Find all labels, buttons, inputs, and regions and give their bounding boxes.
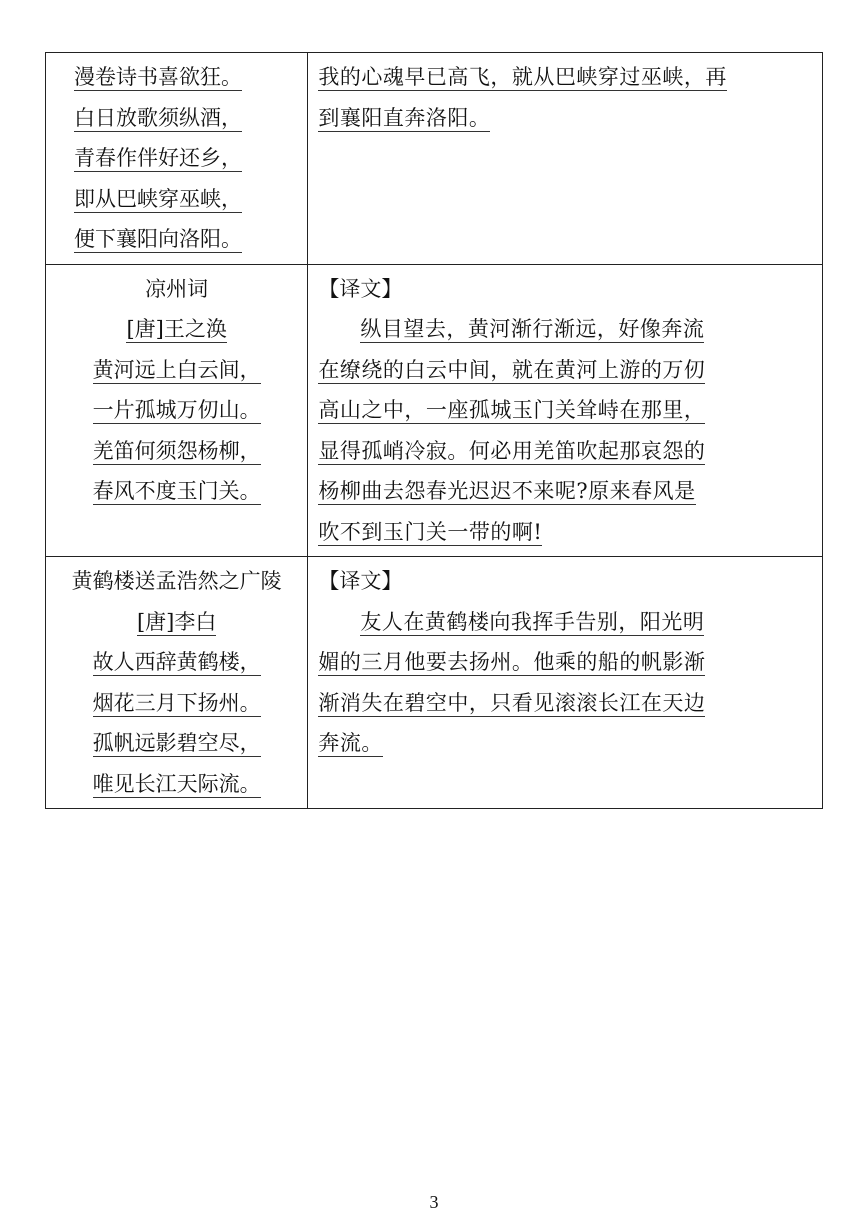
poem-line: 羌笛何须怨杨柳， bbox=[92, 438, 261, 463]
translation-label: 【译文】 bbox=[318, 276, 403, 301]
translation-cell bbox=[308, 53, 823, 265]
table-row bbox=[46, 53, 823, 265]
translation-line: 纵目望去，黄河渐行渐远，好像奔流 bbox=[360, 317, 705, 341]
poem-cell bbox=[46, 557, 308, 809]
poem-line: 即从巴峡穿巫峡， bbox=[74, 186, 242, 211]
poem-author: [唐]李白 bbox=[136, 609, 217, 634]
poem-line: 一片孤城万仞山。 bbox=[92, 398, 261, 422]
poem-line: 烟花三月下扬州。 bbox=[92, 690, 261, 715]
translation-line: 在缭绕的白云中间，就在黄河上游的万仞 bbox=[318, 357, 706, 382]
translation-line: 奔流。 bbox=[318, 731, 383, 755]
poem-line: 漫卷诗书喜欲狂。 bbox=[74, 65, 242, 89]
translation-line: 友人在黄鹤楼向我挥手告别，阳光明 bbox=[360, 609, 705, 634]
translation-cell bbox=[308, 264, 823, 557]
poem-line: 青春作伴好还乡， bbox=[74, 146, 242, 170]
translation-line: 杨柳曲去怨春光迟迟不来呢?原来春风是 bbox=[318, 479, 696, 503]
translation-line: 显得孤峭冷寂。何必用羌笛吹起那哀怨的 bbox=[318, 438, 706, 463]
translation-line: 吹不到玉门关一带的啊! bbox=[318, 519, 543, 544]
translation-line: 到襄阳直奔洛阳。 bbox=[318, 105, 491, 130]
poem-line: 便下襄阳向洛阳。 bbox=[74, 227, 242, 251]
poem-line: 故人西辞黄鹤楼， bbox=[92, 650, 261, 674]
poem-line: 黄河远上白云间， bbox=[92, 357, 261, 382]
poem-translation-table bbox=[45, 52, 823, 809]
poem-line: 白日放歌须纵酒， bbox=[74, 105, 242, 130]
poem-title: 凉州词 bbox=[145, 276, 209, 301]
poem-author: [唐]王之涣 bbox=[126, 317, 227, 341]
poem-line: 唯见长江天际流。 bbox=[92, 771, 261, 796]
translation-label: 【译文】 bbox=[318, 569, 403, 593]
poem-cell bbox=[46, 53, 308, 265]
poem-line: 孤帆远影碧空尽， bbox=[92, 731, 261, 755]
translation-line: 渐消失在碧空中，只看见滚滚长江在天边 bbox=[318, 690, 706, 715]
translation-line: 我的心魂早已高飞，就从巴峡穿过巫峡，再 bbox=[318, 65, 727, 89]
table-row bbox=[46, 264, 823, 557]
translation-line: 媚的三月他要去扬州。他乘的船的帆影渐 bbox=[318, 650, 706, 674]
translation-line: 高山之中，一座孤城玉门关耸峙在那里， bbox=[318, 398, 706, 422]
table-row bbox=[46, 557, 823, 809]
poem-cell bbox=[46, 264, 308, 557]
poem-title: 黄鹤楼送孟浩然之广陵 bbox=[71, 569, 282, 593]
translation-cell bbox=[308, 557, 823, 809]
page-number: 3 bbox=[429, 1192, 439, 1212]
poem-line: 春风不度玉门关。 bbox=[92, 479, 261, 503]
